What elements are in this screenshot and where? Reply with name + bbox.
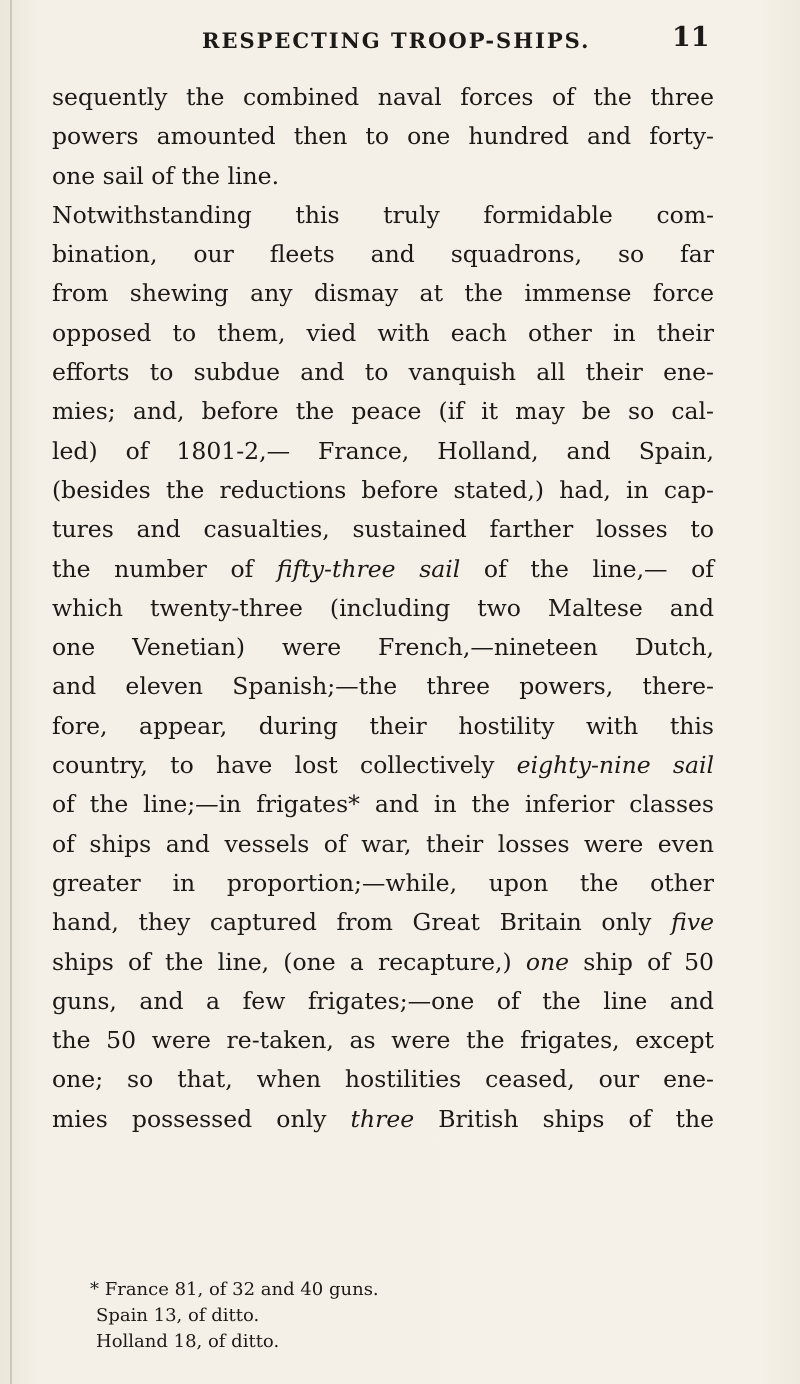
text-segment: the 50 were re-taken, as were the frigates, except bbox=[52, 1026, 714, 1055]
text-line bbox=[52, 510, 714, 549]
text-segment: ship of 50 bbox=[569, 947, 715, 976]
text-segment: the number of bbox=[52, 554, 277, 583]
page-gutter-edge bbox=[10, 0, 12, 1384]
text-segment: from shewing any dismay at the immense force bbox=[52, 279, 714, 308]
text-segment: which twenty-three (including two Maltese and bbox=[52, 593, 714, 622]
text-line bbox=[52, 432, 714, 471]
text-line bbox=[52, 353, 714, 392]
text-line bbox=[52, 667, 714, 706]
text-line bbox=[52, 628, 714, 667]
body-text bbox=[52, 78, 714, 1139]
text-segment: sequently the combined naval forces of the three bbox=[52, 83, 714, 111]
italic-phrase: five bbox=[671, 908, 714, 937]
footnote-line: Holland 18, of ditto. bbox=[96, 1331, 280, 1352]
text-line bbox=[52, 825, 714, 864]
text-line bbox=[52, 943, 714, 982]
text-segment: mies possessed only bbox=[52, 1104, 351, 1133]
text-segment: of the line;—in frigates* and in the inferior classes bbox=[52, 790, 714, 819]
text-segment: powers amounted then to one hundred and forty- bbox=[52, 122, 714, 151]
text-line bbox=[52, 196, 714, 235]
italic-phrase: eighty-nine sail bbox=[516, 751, 714, 780]
text-line bbox=[52, 1021, 714, 1060]
text-segment: and eleven Spanish;—the three powers, there- bbox=[52, 672, 714, 701]
text-segment: opposed to them, vied with each other in their bbox=[52, 318, 714, 347]
text-segment: of ships and vessels of war, their losses were even bbox=[52, 829, 714, 858]
text-segment: tures and casualties, sustained farther losses to bbox=[52, 515, 714, 544]
text-line bbox=[52, 117, 714, 156]
text-segment: one Venetian) were French,—nineteen Dutch, bbox=[52, 633, 714, 662]
text-line bbox=[52, 274, 714, 313]
text-line bbox=[52, 392, 714, 431]
text-segment: mies; and, before the peace (if it may be so cal- bbox=[52, 397, 714, 426]
text-line bbox=[52, 471, 714, 510]
text-segment: led) of 1801-2,— France, Holland, and Spain, bbox=[52, 436, 714, 465]
text-segment: greater in proportion;—while, upon the other bbox=[52, 868, 714, 897]
text-segment: guns, and a few frigates;—one of the line and bbox=[52, 986, 714, 1015]
italic-phrase: fifty-three sail bbox=[276, 554, 461, 583]
running-head bbox=[0, 22, 800, 60]
text-line bbox=[52, 746, 714, 785]
text-segment: (besides the reductions before stated,) had, in cap- bbox=[52, 475, 714, 504]
footnote-line: Spain 13, of ditto. bbox=[96, 1305, 260, 1326]
text-segment: one sail of the line. bbox=[52, 161, 280, 190]
text-segment: ships of the line, (one a recapture,) bbox=[52, 947, 526, 976]
text-line bbox=[52, 982, 714, 1021]
text-segment: bination, our fleets and squadrons, so far bbox=[52, 240, 714, 269]
text-line bbox=[52, 903, 714, 942]
text-line bbox=[52, 550, 714, 589]
page-number: 11 bbox=[672, 22, 710, 53]
text-line bbox=[52, 1100, 714, 1139]
text-segment: country, to have lost collectively bbox=[52, 751, 517, 780]
text-segment: fore, appear, during their hostility with this bbox=[52, 711, 714, 740]
footnote-block bbox=[90, 1277, 650, 1355]
text-segment: hand, they captured from Great Britain only bbox=[52, 908, 672, 937]
running-title: RESPECTING TROOP-SHIPS. bbox=[202, 28, 591, 53]
text-line bbox=[52, 785, 714, 824]
text-segment: Notwithstanding this truly formidable com- bbox=[52, 200, 714, 229]
text-segment: British ships of the bbox=[414, 1104, 714, 1133]
text-line bbox=[52, 589, 714, 628]
italic-phrase: one bbox=[525, 947, 570, 976]
italic-phrase: three bbox=[350, 1104, 415, 1133]
text-line bbox=[52, 1060, 714, 1099]
text-line bbox=[52, 864, 714, 903]
text-line bbox=[52, 314, 714, 353]
text-line bbox=[52, 235, 714, 274]
text-line bbox=[52, 157, 714, 196]
text-segment: of the line,— of bbox=[460, 554, 714, 583]
text-line bbox=[52, 707, 714, 746]
text-line bbox=[52, 78, 714, 117]
footnote-line: * France 81, of 32 and 40 guns. bbox=[90, 1279, 379, 1300]
text-segment: one; so that, when hostilities ceased, our ene- bbox=[52, 1065, 714, 1094]
text-segment: efforts to subdue and to vanquish all their ene- bbox=[52, 358, 714, 387]
